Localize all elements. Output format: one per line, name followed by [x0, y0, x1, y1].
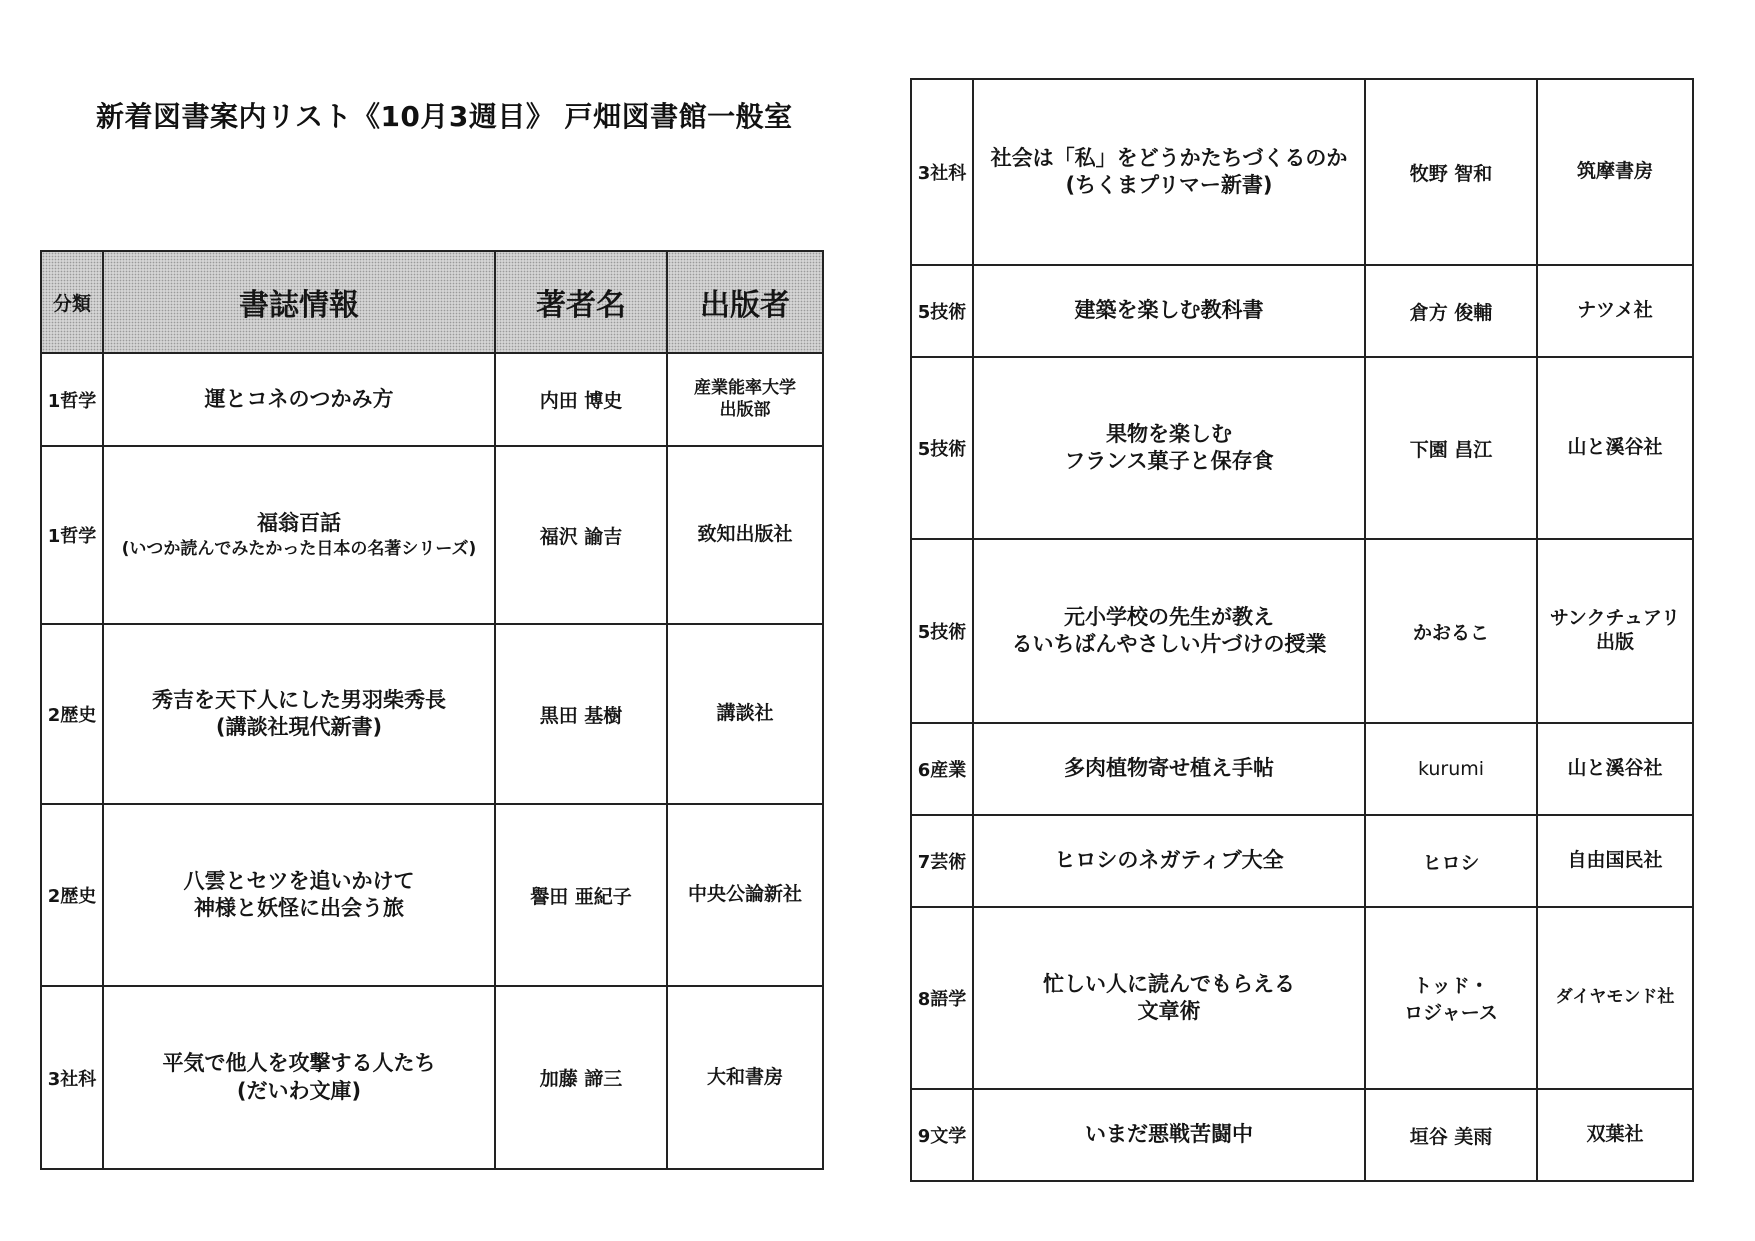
publisher-cell	[667, 986, 823, 1169]
table-row	[911, 539, 1693, 723]
book-title-line: 八雲とセツを追いかけて	[183, 868, 415, 893]
author-cell: 黒田 基樹	[495, 624, 667, 804]
table-row	[41, 353, 823, 446]
category-cell: 2歴史	[41, 804, 103, 986]
book-title-cell	[103, 446, 495, 624]
book-title-line: 果物を楽しむ	[1106, 421, 1232, 446]
publisher-line: 自由国民社	[1567, 849, 1663, 872]
book-title-line: 神様と妖怪に出会う旅	[194, 896, 404, 920]
table-row	[41, 624, 823, 804]
category-cell: 8語学	[911, 907, 973, 1089]
publisher-cell	[667, 624, 823, 804]
book-title-cell	[973, 723, 1365, 815]
book-title-cell	[103, 624, 495, 804]
book-title-line: 忙しい人に読んでもらえる	[1043, 971, 1295, 996]
category-cell: 3社科	[41, 986, 103, 1169]
book-title-line: 元小学校の先生が教え	[1064, 604, 1274, 629]
header-book-info: 書誌情報	[103, 251, 495, 353]
book-title-line: (講談社現代新書)	[215, 715, 383, 739]
book-title-cell	[973, 79, 1365, 265]
book-title-cell	[973, 539, 1365, 723]
publisher-line: 中央公論新社	[687, 883, 802, 906]
publisher-cell	[667, 353, 823, 446]
book-title-line: 多肉植物寄せ植え手帖	[1064, 756, 1274, 781]
booklist-table-right	[910, 78, 1694, 1182]
publisher-line: 山と溪谷社	[1567, 757, 1663, 780]
publisher-line: 山と溪谷社	[1567, 436, 1663, 459]
publisher-line: ナツメ社	[1577, 299, 1653, 322]
publisher-cell	[1537, 1089, 1693, 1181]
table-row	[41, 804, 823, 986]
book-title-line: ヒロシのネガティブ大全	[1054, 848, 1284, 873]
table-row	[41, 446, 823, 624]
header-author: 著者名	[495, 251, 667, 353]
publisher-cell	[1537, 539, 1693, 723]
publisher-line: 講談社	[716, 702, 774, 725]
table-row	[911, 79, 1693, 265]
book-title-cell	[973, 265, 1365, 357]
table-row	[41, 986, 823, 1169]
table-header-row	[41, 251, 823, 353]
table-row	[911, 723, 1693, 815]
publisher-line: 大和書房	[706, 1065, 783, 1088]
author-cell	[1365, 723, 1537, 815]
book-title-line: (だいわ文庫)	[236, 1078, 362, 1103]
category-cell: 6産業	[911, 723, 973, 815]
publisher-line: 出版部	[719, 399, 771, 420]
author-line: ロジャース	[1404, 1002, 1498, 1024]
book-title-line: フランス菓子と保存食	[1064, 449, 1274, 473]
book-title-line: 平気で他人を攻撃する人たち	[162, 1051, 436, 1076]
publisher-line: サンクチュアリ	[1549, 607, 1681, 630]
publisher-cell	[1537, 79, 1693, 265]
category-cell: 5技術	[911, 265, 973, 357]
book-title-cell	[973, 907, 1365, 1089]
book-title-line: (ちくまプリマー新書)	[1065, 173, 1273, 197]
table-row	[911, 357, 1693, 539]
publisher-line: 筑摩書房	[1576, 160, 1653, 183]
author-name: kurumi	[1417, 758, 1485, 780]
book-title-line: 建築を楽しむ教科書	[1074, 298, 1264, 323]
book-subtitle-line: (いつか読んでみたかった日本の名著シリーズ)	[121, 538, 477, 559]
publisher-cell	[1537, 723, 1693, 815]
table-row	[911, 907, 1693, 1089]
book-title-line: 運とコネのつかみ方	[204, 386, 394, 411]
book-title-cell	[103, 986, 495, 1169]
author-cell: 牧野 智和	[1365, 79, 1537, 265]
category-cell: 1哲学	[41, 446, 103, 624]
publisher-cell	[1537, 815, 1693, 907]
book-title-line: 社会は「私」をどうかたちづくるのか	[990, 145, 1348, 170]
author-cell: 垣谷 美雨	[1365, 1089, 1537, 1181]
book-title-line: 文章術	[1137, 999, 1201, 1023]
publisher-cell	[1537, 357, 1693, 539]
publisher-cell	[1537, 265, 1693, 357]
category-cell: 7芸術	[911, 815, 973, 907]
booklist-table-left	[40, 250, 824, 1170]
publisher-cell	[667, 804, 823, 986]
publisher-line: 出版	[1595, 631, 1634, 653]
author-cell: ヒロシ	[1365, 815, 1537, 907]
category-cell: 9文学	[911, 1089, 973, 1181]
publisher-cell	[667, 446, 823, 624]
author-cell: 内田 博史	[495, 353, 667, 446]
book-title-line: るいちばんやさしい片づけの授業	[1011, 632, 1327, 656]
book-title-cell	[973, 1089, 1365, 1181]
author-cell: かおるこ	[1365, 539, 1537, 723]
book-title-cell	[973, 815, 1365, 907]
author-cell: 譽田 亜紀子	[495, 804, 667, 986]
table-row	[911, 1089, 1693, 1181]
author-cell: 福沢 諭吉	[495, 446, 667, 624]
page-title: 新着図書案内リスト《10月3週目》 戸畑図書館一般室	[96, 100, 793, 133]
author-cell: 下園 昌江	[1365, 357, 1537, 539]
author-cell: 倉方 俊輔	[1365, 265, 1537, 357]
author-line: トッド・	[1413, 975, 1489, 997]
table-row	[911, 265, 1693, 357]
author-cell	[1365, 907, 1537, 1089]
publisher-line: 産業能率大学	[694, 378, 796, 399]
publisher-cell	[1537, 907, 1693, 1089]
book-title-line: 秀吉を天下人にした男羽柴秀長	[152, 687, 446, 712]
author-cell: 加藤 諦三	[495, 986, 667, 1169]
category-cell: 3社科	[911, 79, 973, 265]
publisher-line: ダイヤモンド社	[1555, 987, 1675, 1008]
book-title-cell	[973, 357, 1365, 539]
category-cell: 1哲学	[41, 353, 103, 446]
book-title-cell	[103, 804, 495, 986]
publisher-line: 双葉社	[1586, 1123, 1644, 1146]
header-category: 分類	[41, 251, 103, 353]
category-cell: 5技術	[911, 539, 973, 723]
category-cell: 2歴史	[41, 624, 103, 804]
book-title-line: 福翁百話	[257, 511, 341, 536]
header-publisher: 出版者	[667, 251, 823, 353]
table-row	[911, 815, 1693, 907]
category-cell: 5技術	[911, 357, 973, 539]
publisher-line: 致知出版社	[697, 523, 793, 546]
book-title-line: いまだ悪戦苦闘中	[1085, 1122, 1253, 1147]
book-title-cell	[103, 353, 495, 446]
